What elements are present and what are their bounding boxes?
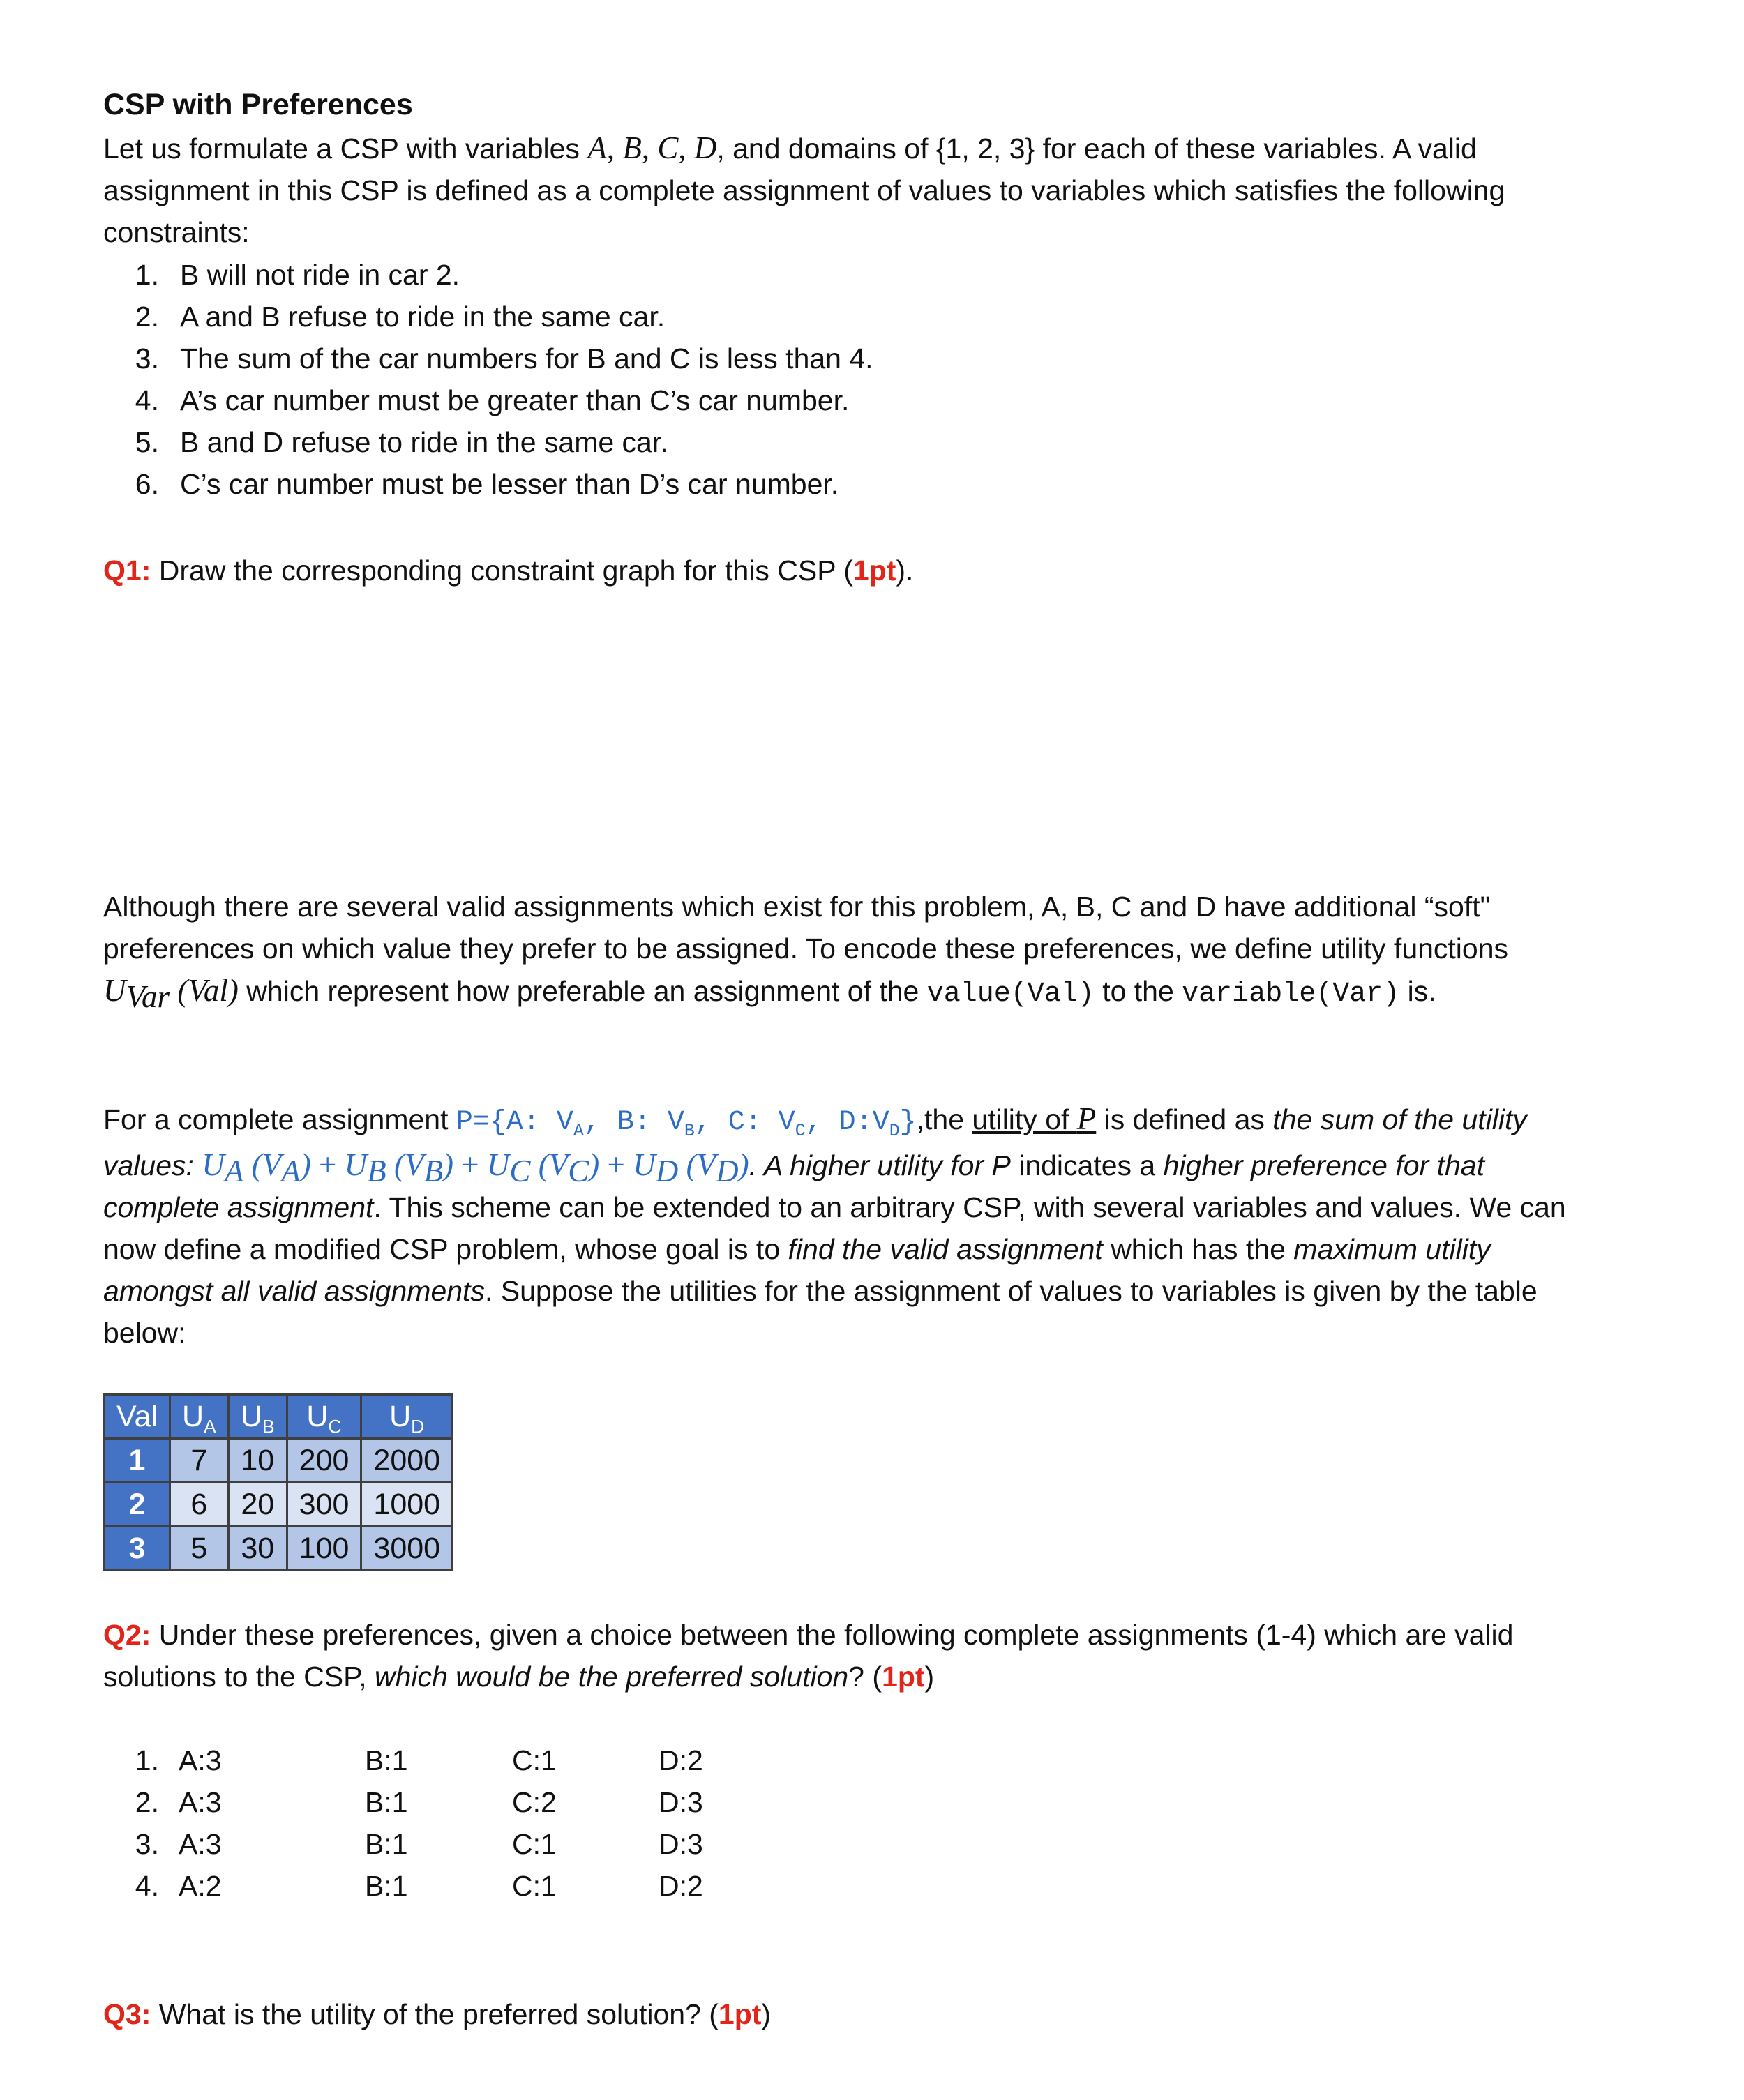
column-header: Val bbox=[105, 1395, 170, 1439]
list-item: 5. B and D refuse to ride in the same car. bbox=[135, 426, 668, 458]
table-row: 2 6 20 300 1000 bbox=[105, 1483, 453, 1527]
table-row: 1 7 10 200 2000 bbox=[105, 1439, 453, 1483]
preferences-paragraph: Although there are several valid assignments which exist for this problem, A, B, C and D have additional “soft" preferences on which value they prefer to be assigned. To encode these preferences, we define utility functions $U_{Var}$ (Val) which represent how preferable an assignment of the value(Val) to the variable(Var) is. bbox=[103, 891, 1509, 1015]
option-item: 1. A:3 B:1 C:1 D:2 bbox=[135, 1744, 703, 1776]
list-item: 2. A and B refuse to ride in the same car. bbox=[135, 301, 666, 333]
points-badge: 1pt bbox=[882, 1661, 925, 1693]
code-value: value(Val) bbox=[926, 979, 1095, 1010]
option-item: 2. A:3 B:1 C:2 D:3 bbox=[135, 1786, 703, 1818]
section-title: CSP with Preferences bbox=[103, 88, 413, 121]
list-item: 4. A’s car number must be greater than C’s car number. bbox=[135, 384, 850, 416]
utility-definition-paragraph: For a complete assignment P={A: $V_A$, B: $V_B$, C: $V_C$, $D:V_D\},the$ utility of P is defined as the sum of the utility values: $U_A$ $(V_A) + U_B$ $(V_B) + U_C$ $(V_C) + U_D$ $(V_D)$. A higher utility for P indicates a higher preference for that complete assignment. This scheme can be extended to an arbitrary CSP, with several variables and values. We can now define a modified CSP problem, whose goal is to find the valid assignment which has the maximum utility amongst all valid assignments. Suppose the utilities for the assignment of values to variables is given by the table below: bbox=[103, 1101, 1566, 1349]
points-badge: 1pt bbox=[852, 554, 896, 587]
intro-paragraph: Let us formulate a CSP with variables A, B, C, D, and domains of {1, 2, 3} for each of these variables. A valid assignment in this CSP is defined as a complete assignment of values to variables which satisfies the following constraints: bbox=[103, 130, 1505, 248]
question-label: Q1: bbox=[103, 554, 151, 587]
option-item: 4. A:2 B:1 C:1 D:2 bbox=[135, 1870, 703, 1902]
question-label: Q2: bbox=[103, 1619, 151, 1651]
column-header: $U_C$ bbox=[287, 1395, 361, 1439]
points-badge: 1pt bbox=[718, 1998, 762, 2030]
assignment-notation: P={A: $V_A$, B: $V_B$, C: $V_C$, $D:V_D$} bbox=[456, 1107, 917, 1141]
list-item: 1. B will not ride in car 2. bbox=[135, 259, 460, 291]
code-variable: variable(Var) bbox=[1182, 979, 1400, 1010]
list-item: 3. The sum of the car numbers for B and C is less than 4. bbox=[135, 342, 873, 375]
column-header: $U_B$ bbox=[228, 1395, 287, 1439]
list-item: 6. C’s car number must be lesser than D’s car number. bbox=[135, 468, 839, 500]
option-item: 3. A:3 B:1 C:1 D:3 bbox=[135, 1828, 703, 1860]
question-1: Q1: Draw the corresponding constraint graph for this CSP (1pt). bbox=[103, 554, 914, 587]
utility-sum-formula: $U_A$ $(V_A) + U_B$ $(V_B) + U_C$ $(V_C) + U_D$ $(V_D)$ bbox=[202, 1147, 749, 1189]
assignment-options bbox=[103, 1739, 801, 1921]
question-3: Q3: What is the utility of the preferred solution? (1pt) bbox=[103, 1998, 772, 2030]
utility-table bbox=[103, 1393, 453, 1571]
table-header-row bbox=[105, 1395, 453, 1439]
table-row: 3 5 30 100 3000 bbox=[105, 1527, 453, 1571]
constraints-list bbox=[103, 254, 873, 505]
column-header: $U_A$ bbox=[170, 1395, 228, 1439]
column-header: $U_D$ bbox=[361, 1395, 453, 1439]
question-2: Q2: Under these preferences, given a choice between the following complete assignments (1-4) which are valid solutions to the CSP, which would be the preferred solution? (1pt) bbox=[103, 1619, 1514, 1693]
question-label: Q3: bbox=[103, 1998, 151, 2030]
